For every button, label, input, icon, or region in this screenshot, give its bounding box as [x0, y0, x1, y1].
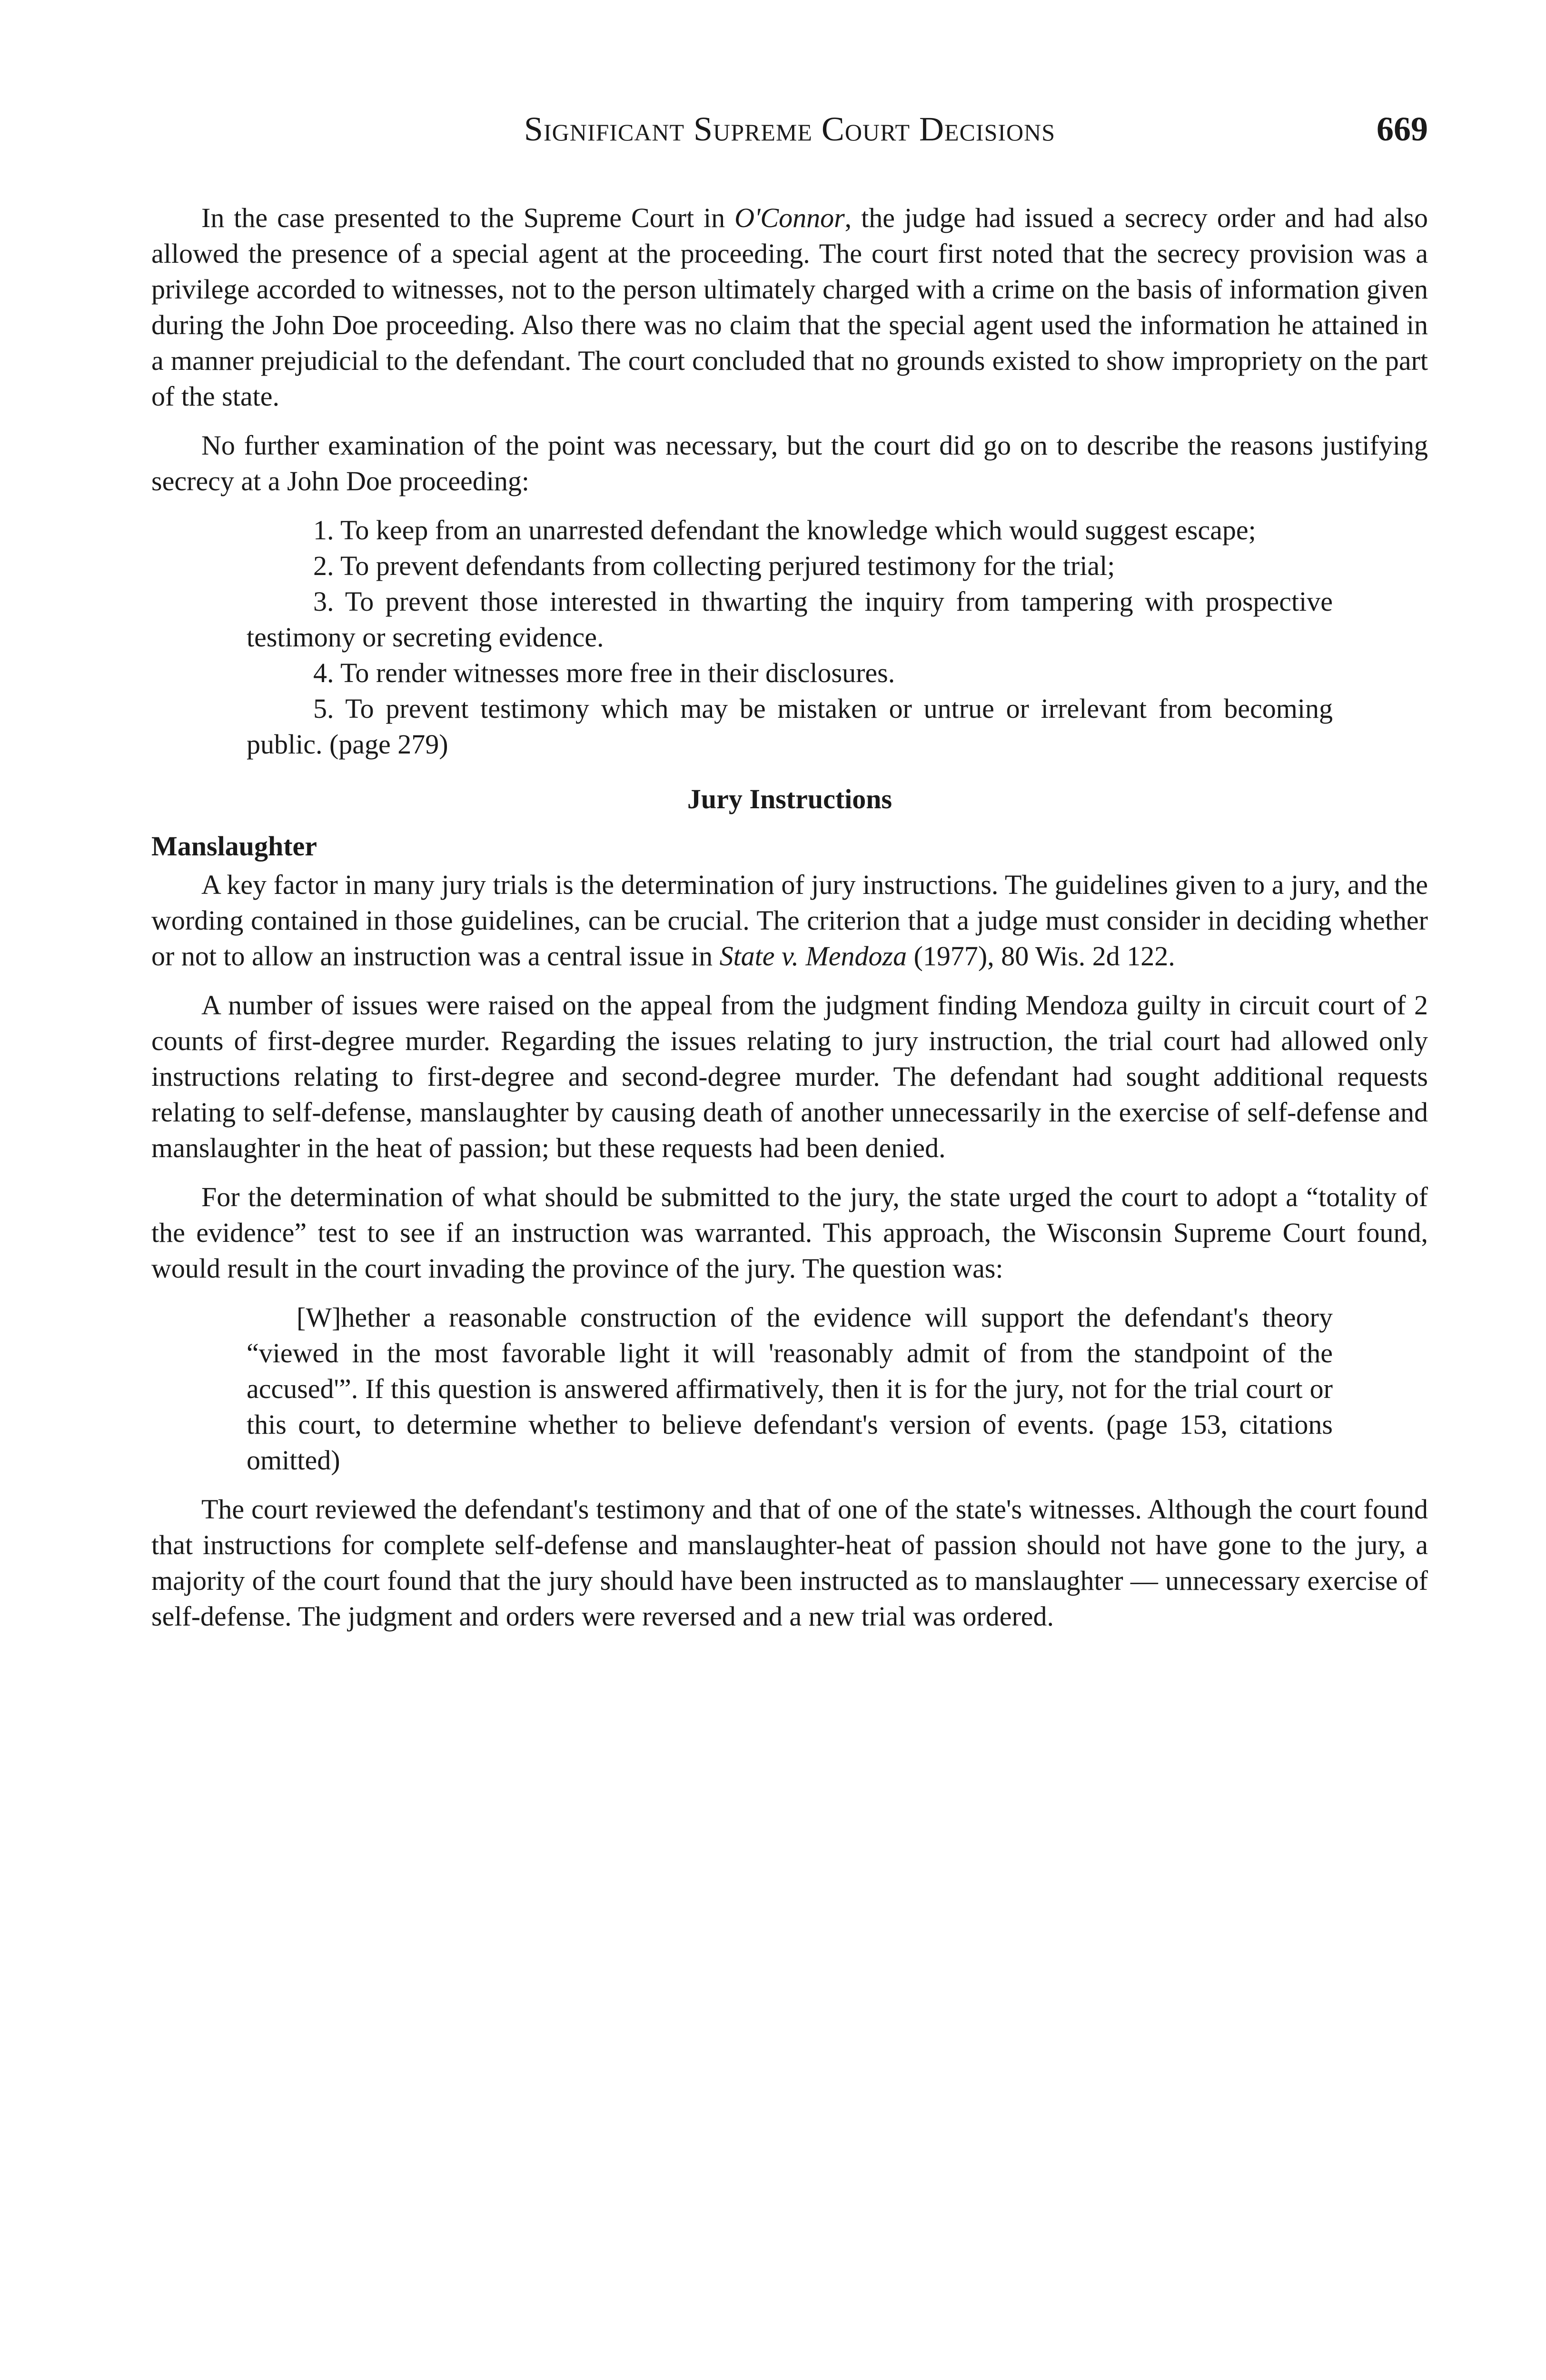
paragraph-conclusion: The court reviewed the defendant's testimony and that of one of the state's witnesses. Although the court found that instructions for complete self-defense and manslaughter-heat of passion should not have gone to the jury, a majority of the court found that the jury should have been instructed as to manslaughter — unnecessary exercise of self-defense. The judgment and orders were reversed and a new trial was ordered. — [151, 1494, 1428, 1632]
paragraph-jury-instructions — [151, 867, 1428, 974]
section-heading: Jury Instructions — [687, 783, 892, 814]
list-item: 5. To prevent testimony which may be mistaken or untrue or irrelevant from becoming public. (page 279) — [247, 693, 1333, 760]
paragraph-oconnor — [151, 200, 1428, 414]
page-number: 669 — [1377, 110, 1428, 148]
list-item: 1. To keep from an unarrested defendant the knowledge which would suggest escape; — [313, 515, 1256, 545]
p3-text-a: A key factor in many jury trials is the determination of jury instructions. The guidelines given to a jury, and the wording contained in those guidelines, can be crucial. The criterion that a judge must consider in deciding whether or not to allow an instruction was a central issue in — [151, 869, 1428, 972]
p3-text-b: (1977), 80 Wis. 2d 122. — [907, 941, 1175, 972]
block-quote: [W]hether a reasonable construction of the evidence will support the defendant's theory “viewed in the most favorable light it will 'reasonably admit of from the standpoint of the accused'”. If this question is answered affirmatively, then it is for the jury, not for the trial court or this court, to determine whether to believe defendant's version of events. (page 153, citations omitted) — [247, 1302, 1333, 1476]
p1-text-a: In the case presented to the Supreme Court in — [201, 202, 735, 233]
list-item: 4. To render witnesses more free in their disclosures. — [313, 657, 895, 688]
list-item: 2. To prevent defendants from collecting perjured testimony for the trial; — [313, 550, 1115, 581]
running-title: Significant Supreme Court Decisions — [524, 110, 1056, 148]
body-text — [151, 200, 1428, 1647]
paragraph-totality-test: For the determination of what should be submitted to the jury, the state urged the court to adopt a “totality of the evidence” test to see if an instruction was warranted. This approach, the Wisconsin Supreme Court found, would result in the court invading the province of the jury. The question was: — [151, 1181, 1428, 1284]
secrecy-reasons-list — [151, 512, 1428, 762]
paragraph-appeal-issues: A number of issues were raised on the appeal from the judgment finding Mendoza guilty in circuit court of 2 counts of first-degree murder. Regarding the issues relating to jury instruction, the trial court had allowed only instructions relating to first-degree and second-degree murder. The defendant had sought additional requests relating to self-defense, manslaughter by causing death of another unnecessarily in the exercise of self-defense and manslaughter in the heat of passion; but these requests had been denied. — [151, 990, 1428, 1163]
list-item: 3. To prevent those interested in thwarting the inquiry from tampering with prospective testimony or secreting evidence. — [247, 586, 1333, 653]
p1-text-b: , the judge had issued a secrecy order and had also allowed the presence of a special agent at the proceeding. The court first noted that the secrecy provision was a privilege accorded to witnesses, not to the person ultimately charged with a crime on the basis of information given during the John Doe proceeding. Also there was no claim that the special agent used the information he attained in a manner prejudicial to the defendant. The court concluded that no grounds existed to show impropriety on the part of the state. — [151, 202, 1428, 412]
paragraph-secrecy-reasons: No further examination of the point was necessary, but the court did go on to describe the reasons justifying secrecy at a John Doe proceeding: — [151, 430, 1428, 496]
case-name-mendoza: State v. Mendoza — [719, 941, 907, 972]
case-name-oconnor: O'Connor — [734, 202, 845, 233]
subsection-heading: Manslaughter — [151, 831, 317, 862]
running-head — [151, 109, 1428, 148]
